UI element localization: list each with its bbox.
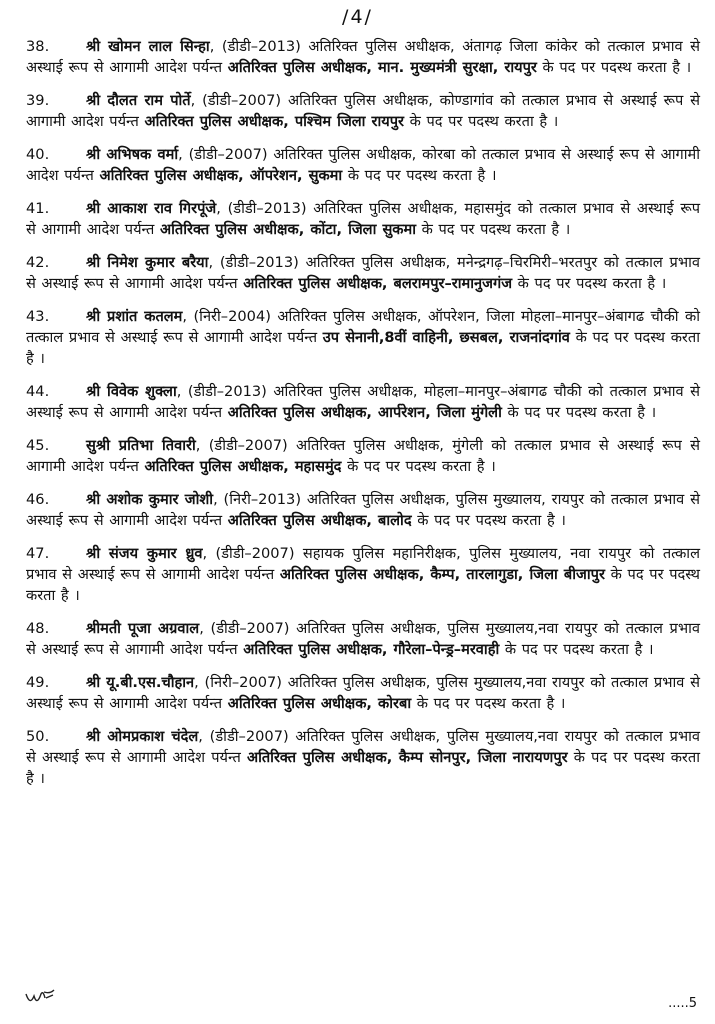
officer-name: श्री खोमन लाल सिन्हा (86, 38, 210, 55)
item-text: , (डीडी–2007) अतिरिक्त पुलिस अधीक्षक, पुलिस मुख्यालय,नवा रायपुर को तत्काल प्रभाव से अस्थाई रूप से आगामी आदेश पर्यन्त (26, 728, 700, 766)
item-number: 46. (26, 491, 50, 508)
item-text-end: के पद पर पदस्थ करता है । (411, 695, 566, 712)
item-number: 49. (26, 674, 50, 691)
posting: अतिरिक्त पुलिस अधीक्षक, बलरामपुर–रामानुजगंज (243, 275, 513, 292)
item-number: 39. (26, 92, 50, 109)
order-item (26, 543, 700, 606)
item-text: , (डीडी–2013) अतिरिक्त पुलिस अधीक्षक, मनेन्द्रगढ़–चिरमिरी–भरतपुर को तत्काल प्रभाव से अस्थाई रूप से आगामी आदेश पर्यन्त (26, 254, 700, 292)
officer-name: श्री विवेक शुक्ला (86, 383, 177, 400)
officer-name: सुश्री प्रतिभा तिवारी (86, 437, 196, 454)
item-text-end: के पद पर पदस्थ करता है । (499, 641, 654, 658)
order-item (26, 672, 700, 714)
posting: उप सेनानी,8वीं वाहिनी, छसबल, राजनांदगांव (322, 329, 570, 346)
item-text-end: के पद पर पदस्थ करता है । (411, 512, 566, 529)
officer-name: श्रीमती पूजा अग्रवाल (86, 620, 200, 637)
order-item (26, 726, 700, 789)
officer-name: श्री अभिषक वर्मा (86, 146, 179, 163)
posting: अतिरिक्त पुलिस अधीक्षक, पश्चिम जिला रायपुर (144, 113, 405, 130)
posting: अतिरिक्त पुलिस अधीक्षक, कोरबा (227, 695, 412, 712)
item-text: , (डीडी–2007) अतिरिक्त पुलिस अधीक्षक, मुंगेली को तत्काल प्रभाव से अस्थाई रूप से आगामी आदेश पर्यन्त (26, 437, 701, 475)
order-item (26, 489, 700, 531)
item-number: 47. (26, 545, 50, 562)
item-number: 38. (26, 38, 50, 55)
officer-name: श्री संजय कुमार ध्रुव (86, 545, 203, 562)
item-number: 45. (26, 437, 50, 454)
order-item (26, 618, 700, 660)
order-item (26, 198, 700, 240)
posting: अतिरिक्त पुलिस अधीक्षक, गौरेला–पेन्ड्र–मरवाही (243, 641, 500, 658)
item-text-end: के पद पर पदस्थ करता है । (342, 167, 497, 184)
officer-name: श्री दौलत राम पोर्ते (86, 92, 191, 109)
item-text: , (डीडी–2013) अतिरिक्त पुलिस अधीक्षक, मोहला–मानपुर–अंबागढ चौकी को तत्काल प्रभाव से अस्थाई रूप से आगामी आदेश पर्यन्त (26, 383, 701, 421)
item-text: , (निरी–2007) अतिरिक्त पुलिस अधीक्षक, पुलिस मुख्यालय,नवा रायपुर को तत्काल प्रभाव से अस्थाई रूप से आगामी आदेश पर्यन्त (26, 674, 700, 712)
officer-name: श्री यू.बी.एस.चौहान (86, 674, 195, 691)
posting: अतिरिक्त पुलिस अधीक्षक, महासमुंद (144, 458, 342, 475)
item-text: , (निरी–2013) अतिरिक्त पुलिस अधीक्षक, पुलिस मुख्यालय, रायपुर को तत्काल प्रभाव से अस्थाई रूप से आगामी आदेश पर्यन्त (26, 491, 700, 529)
posting: अतिरिक्त पुलिस अधीक्षक, आर्परेशन, जिला मुंगेली (227, 404, 502, 421)
item-number: 41. (26, 200, 50, 217)
officer-name: श्री ओमप्रकाश चंदेल (86, 728, 199, 745)
item-text-end: के पद पर पदस्थ करता है । (26, 749, 700, 787)
item-number: 44. (26, 383, 50, 400)
order-item (26, 381, 700, 423)
officer-name: श्री प्रशांत कतलम (86, 308, 183, 325)
page-number: /4/ (342, 6, 373, 28)
posting: अतिरिक्त पुलिस अधीक्षक, कोंटा, जिला सुकमा (160, 221, 417, 238)
order-item (26, 306, 700, 369)
item-text: , (डीडी–2007) अतिरिक्त पुलिस अधीक्षक, कोण्डागांव को तत्काल प्रभाव से अस्थाई रूप से आगामी आदेश पर्यन्त (26, 92, 701, 130)
posting: अतिरिक्त पुलिस अधीक्षक, कैम्प, तारलागुडा, जिला बीजापुर (279, 566, 605, 583)
item-text-end: के पद पर पदस्थ करता है । (512, 275, 667, 292)
next-page-indicator: .....5 (668, 996, 697, 1011)
posting: अतिरिक्त पुलिस अधीक्षक, बालोद (227, 512, 412, 529)
item-text: , (डीडी–2007) अतिरिक्त पुलिस अधीक्षक, पुलिस मुख्यालय,नवा रायपुर को तत्काल प्रभाव से अस्थाई रूप से आगामी आदेश पर्यन्त (26, 620, 700, 658)
order-item (26, 90, 700, 132)
item-text-end: के पद पर पदस्थ करता है । (26, 566, 701, 604)
item-text: , (निरी–2004) अतिरिक्त पुलिस अधीक्षक, ऑपरेशन, जिला मोहला–मानपुर–अंबागढ चौकी को तत्काल प्रभाव से अस्थाई रूप से आगामी आदेश पर्यन्त (26, 308, 701, 346)
item-number: 50. (26, 728, 50, 745)
item-number: 43. (26, 308, 50, 325)
officer-name: श्री आकाश राव गिरपूंजे (86, 200, 217, 217)
item-text: , (डीडी–2007) सहायक पुलिस महानिरीक्षक, पुलिस मुख्यालय, नवा रायपुर को तत्काल प्रभाव से अस्थाई रूप से आगामी आदेश पर्यन्त (26, 545, 700, 583)
order-item (26, 252, 700, 294)
item-text: , (डीडी–2013) अतिरिक्त पुलिस अधीक्षक, अंतागढ़ जिला कांकेर को तत्काल प्रभाव से अस्थाई रूप से आगामी आदेश पर्यन्त (26, 38, 700, 76)
item-text: , (डीडी–2007) अतिरिक्त पुलिस अधीक्षक, कोरबा को तत्काल प्रभाव से अस्थाई रूप से आगामी आदेश पर्यन्त (26, 146, 700, 184)
item-text-end: के पद पर पदस्थ करता है । (26, 329, 700, 367)
item-number: 48. (26, 620, 50, 637)
posting: अतिरिक्त पुलिस अधीक्षक, ऑपरेशन, सुकमा (99, 167, 343, 184)
item-number: 42. (26, 254, 50, 271)
posting: अतिरिक्त पुलिस अधीक्षक, मान. मुख्यमंत्री सुरक्षा, रायपुर (227, 59, 537, 76)
item-text-end: के पद पर पदस्थ करता है । (341, 458, 496, 475)
order-item (26, 36, 700, 78)
officer-name: श्री अशोक कुमार जोशी (86, 491, 214, 508)
item-text-end: के पद पर पदस्थ करता है । (404, 113, 559, 130)
item-text-end: के पद पर पदस्थ करता है । (416, 221, 571, 238)
item-number: 40. (26, 146, 50, 163)
order-items (26, 36, 700, 801)
order-item (26, 144, 700, 186)
item-text: , (डीडी–2013) अतिरिक्त पुलिस अधीक्षक, महासमुंद को तत्काल प्रभाव से अस्थाई रूप से आगामी आदेश पर्यन्त (26, 200, 700, 238)
signature-mark (24, 986, 56, 1010)
posting: अतिरिक्त पुलिस अधीक्षक, कैम्प सोनपुर, जिला नारायणपुर (246, 749, 568, 766)
item-text-end: के पद पर पदस्थ करता है । (501, 404, 657, 421)
item-text-end: के पद पर पदस्थ करता है । (536, 59, 692, 76)
order-item (26, 435, 700, 477)
officer-name: श्री निमेश कुमार बरैया (86, 254, 209, 271)
